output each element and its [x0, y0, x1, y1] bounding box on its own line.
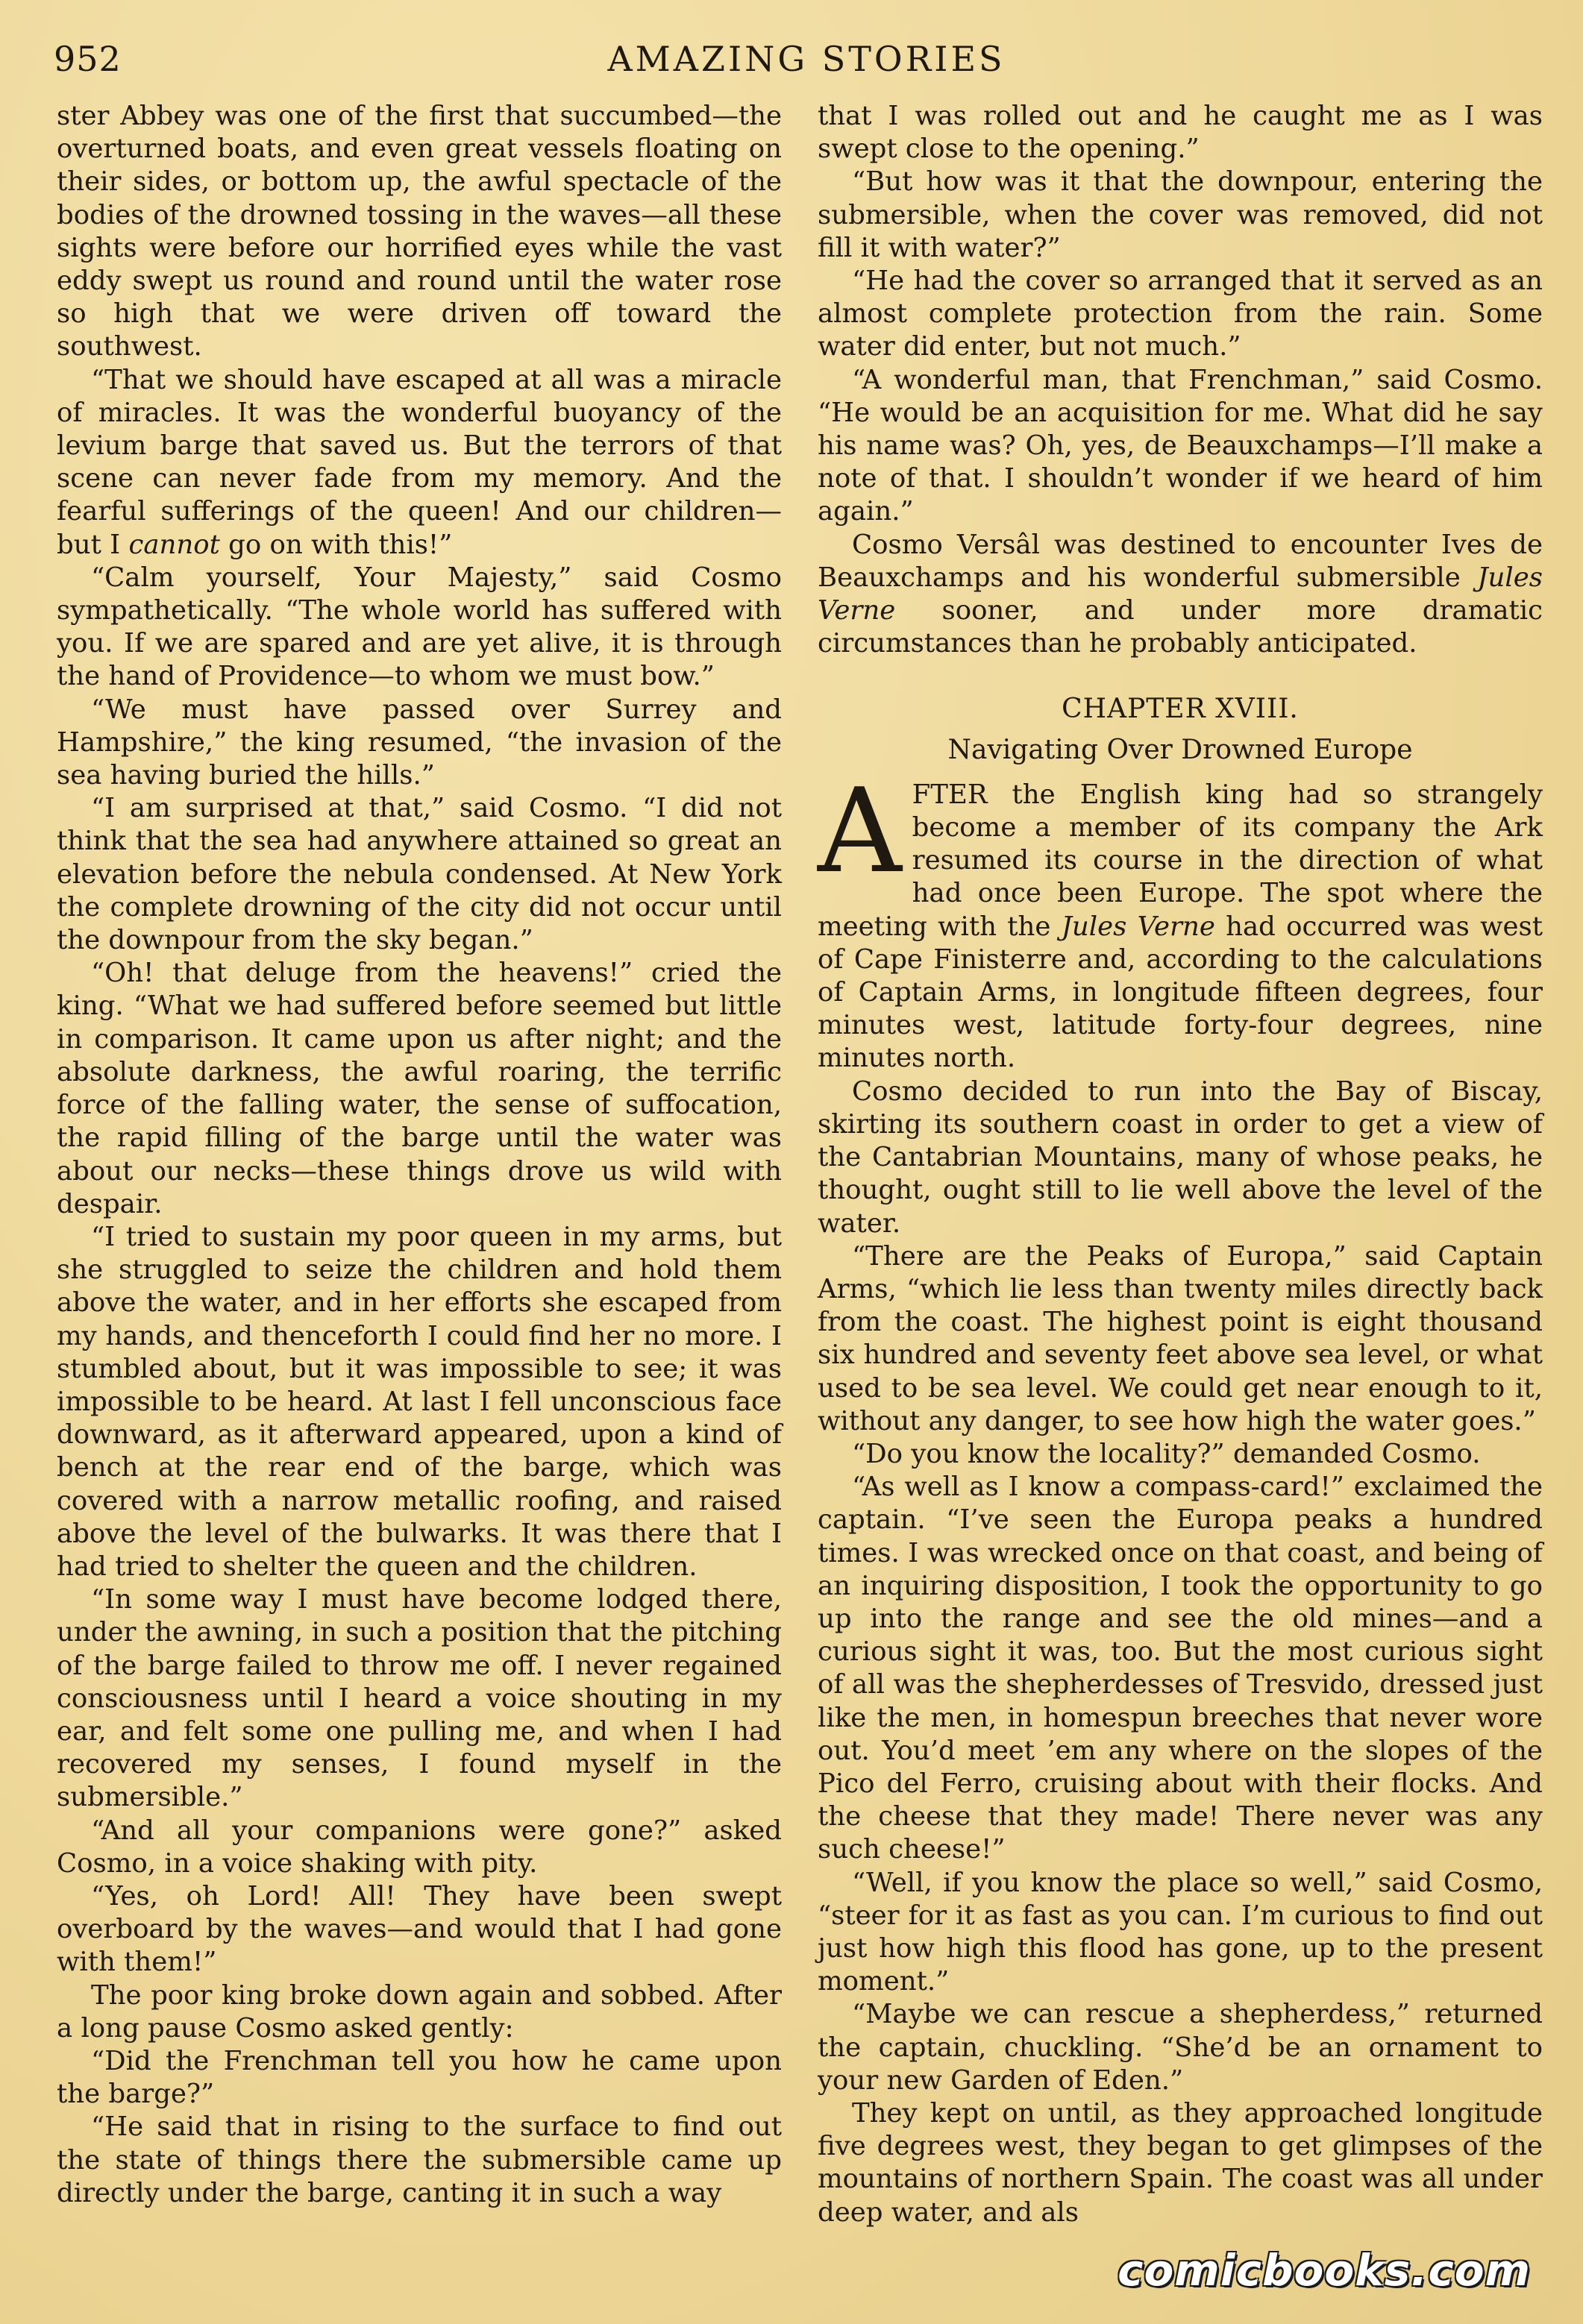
text-run: “He said that in rising to the surface to find out the state of things there the submersible came up directly under the barge, canting it in such a way [57, 2111, 782, 2208]
right-column-top [818, 100, 1543, 660]
running-title: AMAZING STORIES [607, 39, 1006, 79]
paragraph [818, 1240, 1543, 1438]
text-run: “We must have passed over Surrey and Hampshire,” the king resumed, “the invasion of the sea having buried the hills.” [57, 694, 782, 791]
text-run: They kept on until, as they approached longitude five degrees west, they began to get glimpses of the mountains of northern Spain. The coast was all under deep water, and als [818, 2097, 1543, 2228]
paragraph [57, 2045, 782, 2111]
paragraph [818, 1438, 1543, 1471]
chapter-heading: CHAPTER XVIII. [1062, 694, 1299, 725]
text-run: go on with this!” [219, 529, 453, 560]
paragraph [57, 1815, 782, 1880]
paragraph [818, 265, 1543, 364]
paragraph [57, 100, 782, 364]
paragraph [57, 364, 782, 562]
paragraph [818, 762, 1543, 1075]
italic-text: cannot [128, 529, 220, 560]
text-run: FTER the English king had so strangely become a member of its company the Ark resumed its course in the direction of what had once been Europe. The spot where the meeting with the [818, 779, 1543, 942]
paragraph [818, 1075, 1543, 1240]
paragraph [57, 1979, 782, 2045]
italic-text: Jules Verne [818, 562, 1543, 626]
text-run: that I was rolled out and he caught me as I was swept close to the opening.” [818, 101, 1543, 165]
paragraph [57, 957, 782, 1221]
paragraph [818, 364, 1543, 529]
text-run: “Maybe we can rescue a shepherdess,” returned the captain, chuckling. “She’d be an ornament to your new Garden of Eden.” [818, 1999, 1543, 2096]
left-column [57, 100, 782, 2210]
text-run: had occurred was west of Cape Finisterre and, according to the calculations of Captain Arms, in longitude fifteen degrees, four minutes west, latitude forty-four degrees, nine minutes north. [818, 911, 1543, 1074]
right-column-bottom [818, 762, 1543, 2229]
text-run: Cosmo decided to run into the Bay of Biscay, skirting its southern coast in order to get a view of the Cantabrian Mountains, many of whose peaks, he thought, ought still to lie well above the level of the water. [818, 1075, 1543, 1239]
paragraph [818, 100, 1543, 166]
chapter-title: Navigating Over Drowned Europe [947, 734, 1413, 765]
text-run: “Yes, oh Lord! All! They have been swept overboard by the waves—and would that I had gone with them!” [57, 1880, 782, 1978]
paragraph [818, 1998, 1543, 2097]
italic-text: Jules Verne [1061, 911, 1215, 942]
text-run: “In some way I must have become lodged there, under the awning, in such a position that the pitching of the barge failed to throw me off. I never regained consciousness until I heard a voice shouting in my ear, and felt some one pulling me, and when I had recovered my senses, I found myself in the submersible.” [57, 1584, 782, 1813]
text-run: “But how was it that the downpour, entering the submersible, when the cover was removed, did not fill it with water?” [818, 166, 1543, 263]
text-run: ster Abbey was one of the first that succumbed—the overturned boats, and even great vessels floating on their sides, or bottom up, the awful spectacle of the bodies of the drowned tossing in the waves—all these sights were before our horrified eyes while the vast eddy swept us round and round until the water rose so high that we were driven off toward the southwest. [57, 101, 782, 362]
text-run: “Calm yourself, Your Majesty,” said Cosmo sympathetically. “The whole world has suffered with you. If we are spared and are yet alive, it is through the hand of Providence—to whom we must bow.” [57, 562, 782, 692]
drop-cap: A [818, 762, 902, 899]
text-run: Cosmo Versâl was destined to encounter Ives de Beauxchamps and his wonderful submersible [818, 529, 1543, 593]
text-run: “Oh! that deluge from the heavens!” cried the king. “What we had suffered before seemed but little in comparison. It came upon us after night; and the absolute darkness, the awful roaring, the terrific force of the falling water, the sense of suffocation, the rapid filling of the barge until the water was about our necks—these things drove us wild with despair. [57, 958, 782, 1219]
text-run: “And all your companions were gone?” asked Cosmo, in a voice shaking with pity. [57, 1815, 782, 1879]
paragraph [57, 1880, 782, 1979]
text-run: “There are the Peaks of Europa,” said Captain Arms, “which lie less than twenty miles directly back from the coast. The highest point is eight thousand six hundred and seventy feet above sea level, or what used to be sea level. We could get near enough to it, without any danger, to see how high the water goes.” [818, 1240, 1543, 1436]
paragraph [57, 562, 782, 694]
text-run: “A wonderful man, that Frenchman,” said Cosmo. “He would be an acquisition for me. What did he say his name was? Oh, yes, de Beauxchamps—I’ll make a note of that. I shouldn’t wonder if we heard of him again.” [818, 364, 1543, 527]
text-run: “Did the Frenchman tell you how he came upon the barge?” [57, 2045, 782, 2110]
text-run: sooner, and under more dramatic circumstances than he probably anticipated. [818, 595, 1543, 659]
paragraph [57, 694, 782, 793]
text-run: “Well, if you know the place so well,” said Cosmo, “steer for it as fast as you can. I’m curious to find out just how high this flood has gone, up to the present moment.” [818, 1867, 1543, 1997]
text-run: The poor king broke down again and sobbed. After a long pause Cosmo asked gently: [57, 1979, 782, 2044]
paragraph [57, 1583, 782, 1814]
paragraph [818, 2097, 1543, 2229]
paragraph [818, 166, 1543, 265]
watermark-logo: comicbooks.com [1117, 2245, 1531, 2296]
paragraph [818, 1471, 1543, 1866]
text-run: “I am surprised at that,” said Cosmo. “I did not think that the sea had anywhere attained so great an elevation before the nebula condensed. At New York the complete drowning of the city did not occur until the downpour from the sky began.” [57, 793, 782, 956]
text-run: “I tried to sustain my poor queen in my arms, but she struggled to seize the children and hold them above the water, and in her efforts she escaped from my hands, and thenceforth I could find her no more. I stumbled about, but it was impossible to see; it was impossible to be heard. At last I fell unconscious face downward, as it afterward appeared, upon a kind of bench at the rear end of the barge, which was covered with a narrow metallic roofing, and raised above the level of the bulwarks. It was there that I had tried to shelter the queen and the children. [57, 1221, 782, 1582]
paragraph [57, 2111, 782, 2210]
paragraph [57, 1221, 782, 1583]
page-number: 952 [54, 39, 122, 79]
text-run: “Do you know the locality?” demanded Cosmo. [852, 1438, 1481, 1469]
paragraph [818, 1867, 1543, 1999]
paragraph [57, 792, 782, 957]
right-column [818, 100, 1543, 2229]
text-run: “He had the cover so arranged that it served as an almost complete protection from the rain. Some water did enter, but not much.” [818, 266, 1543, 362]
text-run: “As well as I know a compass-card!” exclaimed the captain. “I’ve seen the Europa peaks a hundred times. I was wrecked once on that coast, and being of an inquiring disposition, I took the opportunity to go up into the range and see the old mines—and a curious sight it was, too. But the most curious sight of all was the shepherdesses of Tresvido, dressed just like the men, in homespun breeches that never wore out. You’d meet ’em any where on the slopes of the Pico del Ferro, cruising about with their flocks. And the cheese that they made! There never was any such cheese!” [818, 1472, 1543, 1865]
page-header [54, 39, 1529, 87]
text-run: “That we should have escaped at all was a miracle of miracles. It was the wonderful buoyancy of the levium barge that saved us. But the terrors of that scene can never fade from my memory. And the fearful sufferings of the queen! And our children—but I [57, 364, 782, 560]
paragraph [818, 529, 1543, 661]
